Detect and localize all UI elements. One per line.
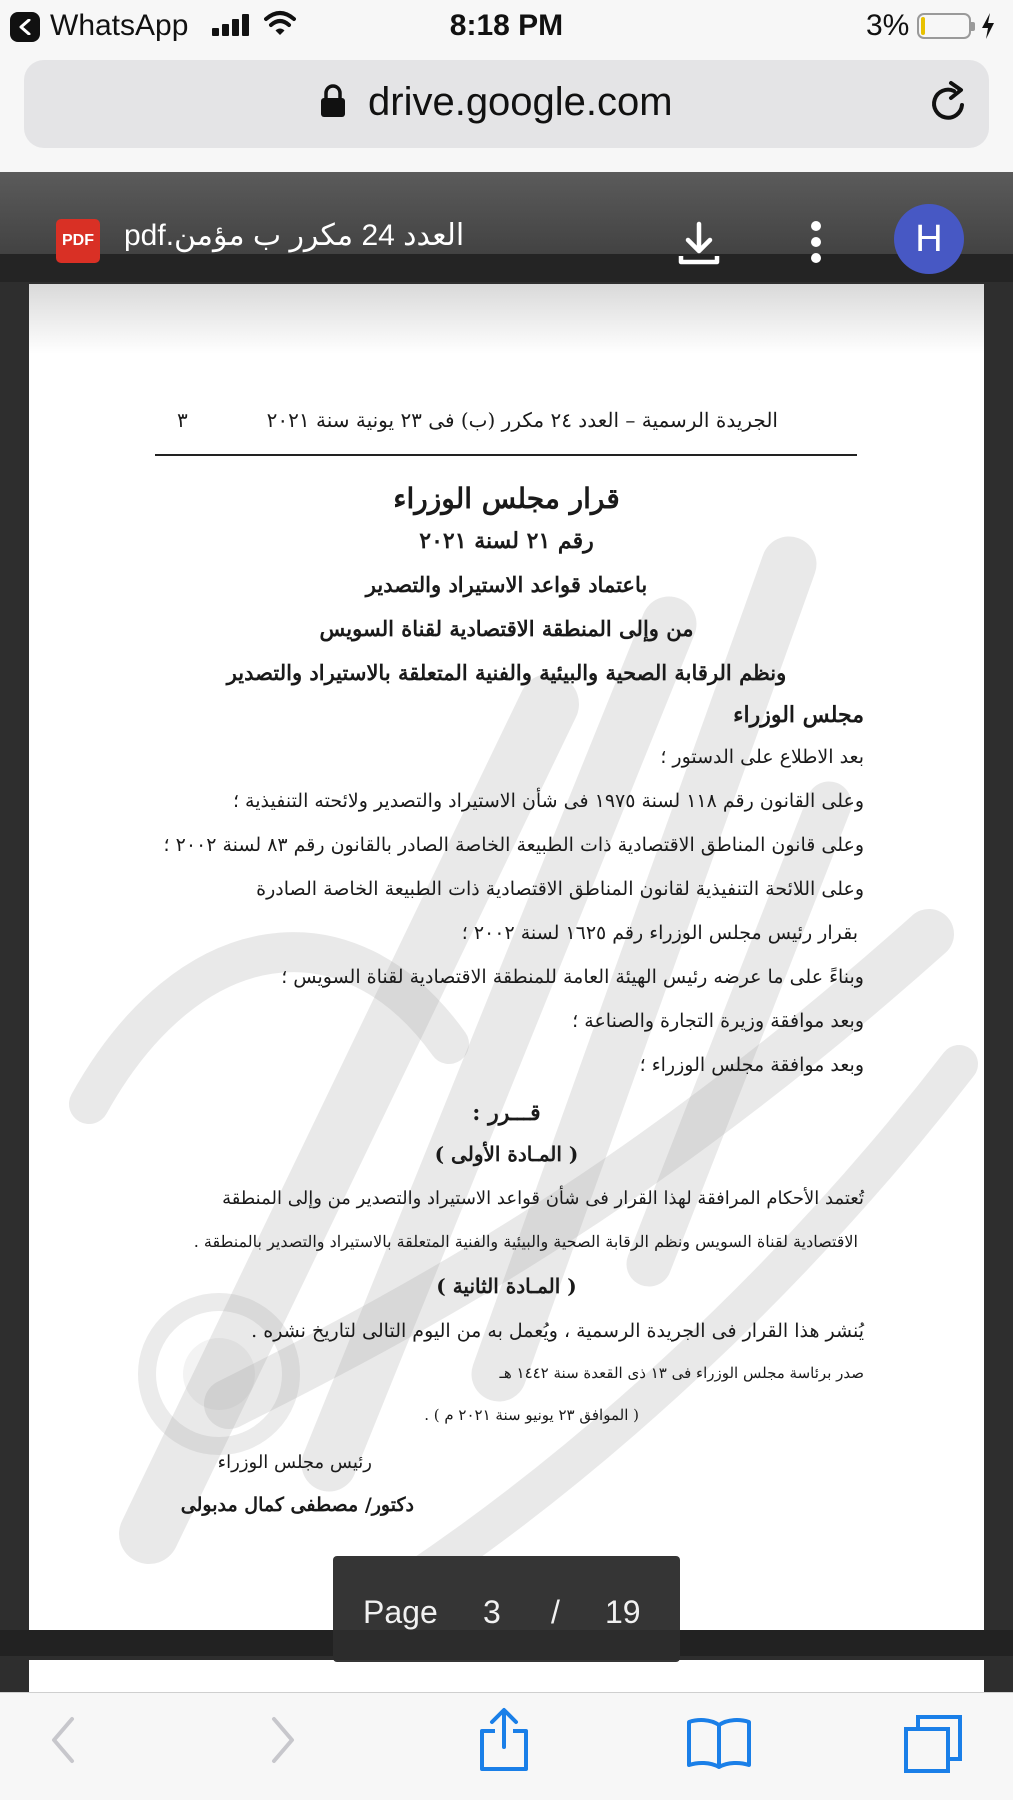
header-rule: [155, 454, 857, 456]
browser-toolbar: [0, 1692, 1013, 1800]
gregorian-line: ( الموافق ٢٣ يونيو سنة ٢٠٢١ م ) .: [424, 1406, 639, 1424]
more-vert-icon[interactable]: [808, 220, 824, 264]
document-text: [29, 284, 984, 1630]
share-icon[interactable]: [478, 1707, 530, 1773]
battery-icon: [917, 13, 971, 39]
article-2-text: يُنشر هذا القرار فى الجريدة الرسمية ، ويُعمل به من اليوم التالى لتاريخ نشره .: [251, 1320, 864, 1342]
download-icon[interactable]: [676, 220, 722, 266]
total-pages: 19: [605, 1594, 641, 1630]
preamble-line: وعلى القانون رقم ١١٨ لسنة ١٩٧٥ فى شأن الاستيراد والتصدير ولائحته التنفيذية ؛: [232, 790, 864, 812]
pdf-page: [29, 284, 984, 1630]
battery-level: [921, 17, 925, 35]
address-bar[interactable]: [24, 60, 989, 148]
back-icon[interactable]: [48, 1715, 78, 1765]
pdf-file-name: العدد 24 مكرر ب مؤمن.pdf: [124, 219, 465, 252]
forward-icon[interactable]: [268, 1715, 298, 1765]
article-1-heading: ( المـادة الأولى ): [434, 1142, 579, 1166]
clock: 8:18 PM: [449, 9, 564, 42]
browser-top-bar: [0, 52, 1013, 172]
preamble-line: بقرار رئيس مجلس الوزراء رقم ١٦٢٥ لسنة ٢٠٠٢ ؛: [461, 922, 858, 944]
preamble-line: وعلى اللائحة التنفيذية لقانون المناطق الاقتصادية ذات الطبيعة الخاصة الصادرة: [256, 878, 864, 900]
decree-number: رقم ٢١ لسنة ٢٠٢١: [419, 528, 594, 554]
tabs-icon[interactable]: [902, 1713, 964, 1775]
council-heading: مجلس الوزراء: [733, 702, 864, 728]
signature-title: رئيس مجلس الوزراء: [217, 1452, 372, 1473]
page-word: Page: [363, 1594, 438, 1630]
page-indicator: [333, 1556, 680, 1662]
article-1-text: الاقتصادية لقناة السويس ونظم الرقابة الصحية والبيئية والفنية المتعلقة بالاستيراد والتصدير بالمنطقة .: [193, 1232, 858, 1251]
back-to-app-label[interactable]: WhatsApp: [50, 9, 189, 42]
subject-line: باعتماد قواعد الاستيراد والتصدير: [365, 572, 648, 597]
pdf-viewer-header: [0, 172, 1013, 282]
battery-percent: 3%: [866, 9, 910, 42]
pdf-viewer: [0, 172, 1013, 1692]
subject-line: ونظم الرقابة الصحية والبيئية والفنية المتعلقة بالاستيراد والتصدير: [226, 660, 787, 685]
gazette-header: الجريدة الرسمية – العدد ٢٤ مكرر (ب) فى ٢٣ يونية سنة ٢٠٢١: [266, 408, 778, 432]
page-separator: /: [551, 1594, 560, 1630]
account-avatar[interactable]: H: [894, 204, 964, 274]
signature-name: دكتور/ مصطفى كمال مدبولى: [180, 1494, 414, 1516]
page-number: ٣: [177, 408, 188, 432]
preamble-line: وبعد موافقة مجلس الوزراء ؛: [639, 1054, 864, 1076]
preamble-line: وبعد موافقة وزيرة التجارة والصناعة ؛: [572, 1010, 864, 1032]
reload-icon[interactable]: [929, 80, 969, 124]
pdf-file-icon: PDF: [56, 219, 100, 263]
article-1-text: تُعتمد الأحكام المرافقة لهذا القرار فى شأن قواعد الاستيراد والتصدير من وإلى المنطقة: [222, 1188, 864, 1209]
url-text[interactable]: drive.google.com: [368, 80, 673, 124]
next-pdf-page: [29, 1660, 984, 1692]
current-page: 3: [483, 1594, 501, 1630]
preamble-line: بعد الاطلاع على الدستور ؛: [660, 746, 864, 768]
decree-title: قرار مجلس الوزراء: [393, 482, 620, 515]
subject-line: من وإلى المنطقة الاقتصادية لقناة السويس: [319, 616, 694, 641]
lock-icon: [320, 84, 346, 118]
issued-line: صدر برئاسة مجلس الوزراء فى ١٣ ذى القعدة سنة ١٤٤٢ هـ: [499, 1364, 864, 1382]
preamble-line: وبناءً على ما عرضه رئيس الهيئة العامة للمنطقة الاقتصادية لقناة السويس ؛: [281, 966, 864, 988]
charging-bolt-icon: [980, 12, 996, 40]
decision-word: قـــرر :: [472, 1100, 541, 1126]
preamble-line: وعلى قانون المناطق الاقتصادية ذات الطبيعة الخاصة الصادر بالقانون رقم ٨٣ لسنة ٢٠٠٢ ؛: [163, 834, 864, 856]
status-bar: [0, 0, 1013, 52]
article-2-heading: ( المـادة الثانية ): [436, 1274, 577, 1298]
bookmarks-icon[interactable]: [686, 1717, 752, 1769]
